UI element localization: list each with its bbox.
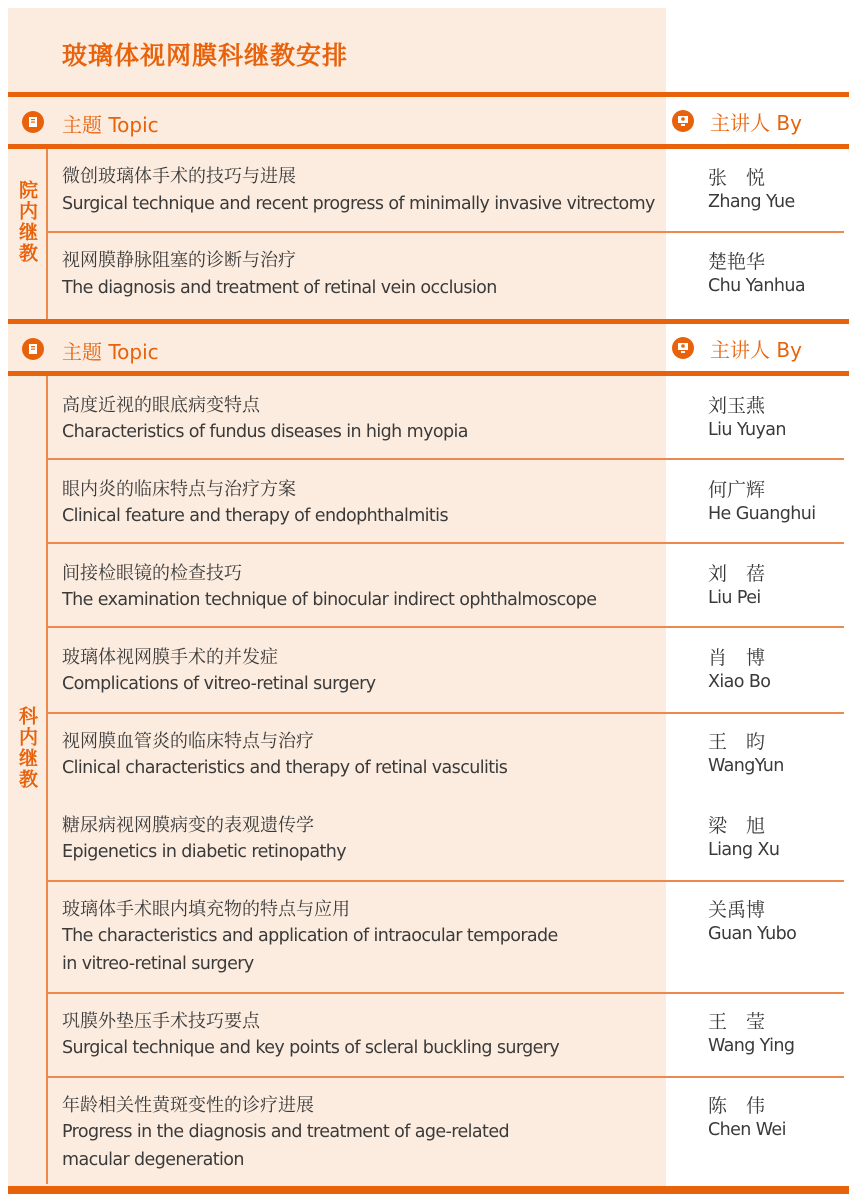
topic-en-line2: in vitreo-retinal surgery: [62, 954, 254, 974]
topic-zh: 玻璃体视网膜手术的并发症: [62, 647, 278, 668]
topic-zh: 视网膜静脉阻塞的诊断与治疗: [62, 250, 296, 271]
speaker-column-header: 主讲人 By: [710, 338, 802, 362]
section-2-top-rule: [8, 319, 849, 324]
speaker-en: Wang Ying: [708, 1036, 795, 1056]
section-1-header-row: [8, 100, 849, 144]
speaker-en: Chu Yanhua: [708, 276, 805, 296]
lecturer-icon: [672, 110, 694, 132]
speaker-en: WangYun: [708, 756, 784, 776]
topic-zh: 巩膜外垫压手术技巧要点: [62, 1011, 260, 1032]
book-icon: [22, 338, 44, 360]
topic-en: Surgical technique and recent progress of minimally invasive vitrectomy: [62, 194, 655, 214]
row-divider: [48, 992, 844, 994]
bottom-rule: [8, 1186, 849, 1194]
speaker-zh: 刘玉燕: [708, 395, 766, 417]
speaker-en: Zhang Yue: [708, 192, 795, 212]
topic-en: Surgical technique and key points of scleral buckling surgery: [62, 1038, 560, 1058]
topic-en: Progress in the diagnosis and treatment of age-related: [62, 1122, 509, 1142]
topic-en: The characteristics and application of intraocular temporade: [62, 926, 558, 946]
section-1-divider: [46, 149, 48, 319]
section-2-divider: [46, 376, 48, 1184]
speaker-en: Chen Wei: [708, 1120, 786, 1140]
topic-zh: 微创玻璃体手术的技巧与进展: [62, 166, 296, 187]
lecturer-icon: [672, 337, 694, 359]
topic-en: Epigenetics in diabetic retinopathy: [62, 842, 347, 862]
topic-zh: 玻璃体手术眼内填充物的特点与应用: [62, 899, 350, 920]
topic-en: The examination technique of binocular indirect ophthalmoscope: [62, 590, 597, 610]
speaker-en: Liang Xu: [708, 840, 780, 860]
speaker-zh: 刘 蓓: [708, 563, 766, 585]
topic-en: Clinical feature and therapy of endophthalmitis: [62, 506, 448, 526]
speaker-zh: 陈 伟: [708, 1095, 766, 1117]
speaker-en: Liu Yuyan: [708, 420, 786, 440]
section-2-header-rule: [8, 371, 849, 376]
section-label-in-hospital: 院内继教: [16, 180, 38, 264]
row-divider: [48, 458, 844, 460]
row-divider: [48, 712, 844, 714]
section-label-in-department: 科内继教: [16, 706, 38, 790]
topic-column-header: 主题 Topic: [62, 340, 159, 364]
speaker-zh: 王 莹: [708, 1011, 766, 1033]
section-1-header-rule: [8, 144, 849, 149]
book-icon: [22, 111, 44, 133]
topic-zh: 视网膜血管炎的临床特点与治疗: [62, 731, 314, 752]
topic-en-line2: macular degeneration: [62, 1150, 244, 1170]
row-divider: [48, 542, 844, 544]
topic-zh: 眼内炎的临床特点与治疗方案: [62, 479, 296, 500]
speaker-zh: 楚艳华: [708, 251, 766, 273]
topic-zh: 间接检眼镜的检查技巧: [62, 563, 242, 584]
speaker-zh: 张 悦: [708, 167, 766, 189]
page-title: 玻璃体视网膜科继教安排: [62, 41, 349, 70]
speaker-zh: 王 昀: [708, 731, 766, 753]
section-1-top-rule: [8, 92, 849, 97]
speaker-zh: 何广辉: [708, 479, 766, 501]
topic-en: Clinical characteristics and therapy of retinal vasculitis: [62, 758, 508, 778]
speaker-zh: 肖 博: [708, 647, 766, 669]
speaker-en: He Guanghui: [708, 504, 816, 524]
speaker-en: Xiao Bo: [708, 672, 771, 692]
topic-en: Characteristics of fundus diseases in high myopia: [62, 422, 468, 442]
topic-zh: 高度近视的眼底病变特点: [62, 395, 260, 416]
topic-en: Complications of vitreo-retinal surgery: [62, 674, 376, 694]
row-divider: [48, 1076, 844, 1078]
topic-zh: 糖尿病视网膜病变的表观遗传学: [62, 815, 314, 836]
topic-en: The diagnosis and treatment of retinal vein occlusion: [62, 278, 497, 298]
topic-column-header: 主题 Topic: [62, 113, 159, 137]
topic-zh: 年龄相关性黄斑变性的诊疗进展: [62, 1095, 314, 1116]
section-2-header-row: [8, 327, 849, 371]
speaker-zh: 关禹博: [708, 899, 766, 921]
speaker-column-header: 主讲人 By: [710, 111, 802, 135]
row-divider: [48, 880, 844, 882]
row-divider: [48, 626, 844, 628]
row-divider: [48, 231, 844, 233]
speaker-en: Liu Pei: [708, 588, 761, 608]
speaker-en: Guan Yubo: [708, 924, 797, 944]
speaker-zh: 梁 旭: [708, 815, 766, 837]
